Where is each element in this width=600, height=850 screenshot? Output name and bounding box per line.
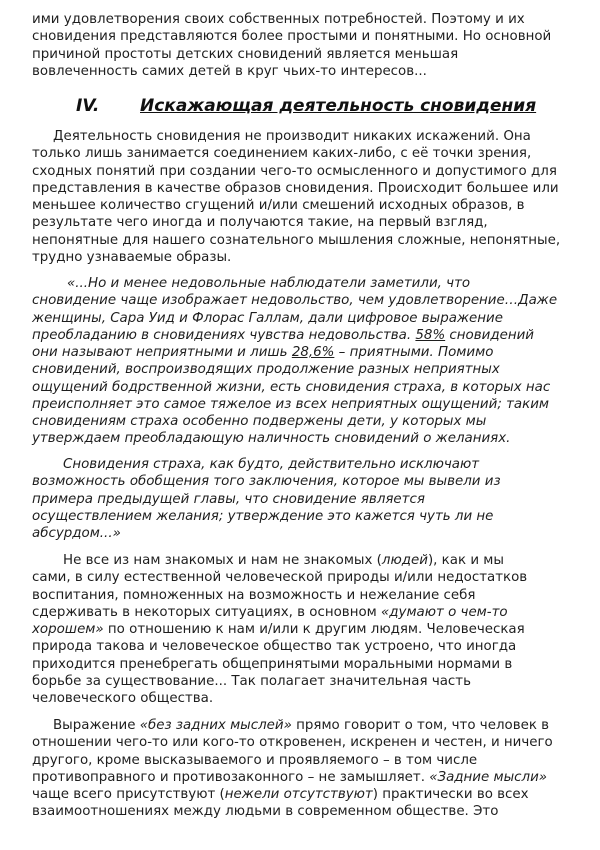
text-line <box>32 327 600 344</box>
italic-text: «...Но и менее недовольные наблюдатели заметили, что <box>67 276 471 291</box>
text-run: борьбе за существование... Так полагает значительная часть <box>32 673 471 689</box>
italic-text: преисполняет это самое тяжелое из всех неприятных ощущений; таким <box>32 396 550 412</box>
italic-text: возможность обобщения того заключения, которое мы вывели из <box>32 474 501 490</box>
paragraph-q2 <box>32 456 600 542</box>
text-line <box>32 473 600 490</box>
text-line <box>32 11 600 28</box>
text-line <box>32 430 600 447</box>
italic-text: «думают о чем-то <box>381 604 508 620</box>
italic-text: женщины, Сара Уид и Флорас Галлам, дали цифровое выражение <box>32 310 503 326</box>
text-run: сдерживать в некоторых ситуациях, в основном <box>32 604 381 620</box>
italic-text: осуществлением желания; утверждение это кажется чуть ли не <box>32 508 494 524</box>
text-line <box>32 361 600 378</box>
text-line <box>32 604 600 621</box>
text-run: воспитания, помноженных на возможность и нежелание себя <box>32 587 476 603</box>
text-line <box>32 145 600 162</box>
text-run: Деятельность сновидения не производит никаких искажений. Она <box>53 129 531 144</box>
paragraph-p2 <box>32 128 600 266</box>
italic-text: они называют неприятными и лишь <box>32 345 292 360</box>
text-run: отношении чего-то или кого-то откровенен, искренен и честен, и ничего <box>32 735 553 751</box>
paragraph-p1 <box>32 11 600 80</box>
text-run: по отношению к нам и/или к другим людям. Человеческая <box>103 622 525 637</box>
italic-text: «Задние мысли» <box>429 769 548 785</box>
text-run: причиной простоты детских сновидений является меньшая <box>32 46 459 62</box>
text-run: результате чего иногда и получаются такие, на первый взгляд, <box>32 215 488 231</box>
italic-text: ощущений бодрственной жизни, есть сновидения страха, в которых нас <box>32 379 551 395</box>
text-line <box>32 569 600 586</box>
text-line <box>32 128 600 145</box>
italic-text: нежели отсутствуют <box>224 787 373 802</box>
text-line <box>32 786 600 803</box>
italic-text: сновидений <box>445 327 534 343</box>
text-line <box>32 803 600 820</box>
text-run: Выражение <box>53 718 140 733</box>
paragraph-p5 <box>32 717 600 821</box>
text-run: Не все из нам знакомых и нам не знакомых ( <box>63 553 382 568</box>
text-run: сходных понятий при создании чего-то осмысленного и допустимого для <box>32 163 557 179</box>
text-line <box>32 508 600 525</box>
text-run: сами, в силу естественной человеческой природы и/или недостатков <box>32 570 528 586</box>
text-line <box>32 656 600 673</box>
italic-text: сновидение чаще изображает недовольство, чем удовлетворение…Даже <box>32 293 558 309</box>
text-run: человеческого общества. <box>32 691 214 706</box>
section-number: IV. <box>76 96 100 116</box>
underlined-figure: 28,6% <box>291 345 335 360</box>
text-run: природа такова и человеческое общество так устроено, что иногда <box>32 639 517 655</box>
text-line <box>32 249 600 266</box>
italic-text: утверждаем преобладающую наличность сновидений о желаниях. <box>32 431 511 447</box>
text-line <box>32 734 600 751</box>
text-run: взаимоотношениях между людьми в современном обществе. Это <box>32 804 499 820</box>
text-line <box>32 292 600 309</box>
text-run: чаще всего присутствуют ( <box>32 787 225 802</box>
text-line <box>32 413 600 430</box>
text-run: приходится пренебрегать общепринятыми моральными нормами в <box>32 656 513 672</box>
text-run: меньшее количество сгущений и/или смешений исходных образов, в <box>32 198 525 213</box>
text-run: ) практически во всех <box>372 787 529 802</box>
paragraph-q1 <box>32 275 600 448</box>
text-line <box>32 491 600 508</box>
italic-text: преобладанию в сновидениях чувства недовольства. <box>32 327 416 343</box>
text-run: прямо говорит о том, что человек в <box>291 718 550 733</box>
text-line <box>32 769 600 786</box>
italic-text: хорошем» <box>32 622 104 637</box>
text-run: вовлеченность самих детей в круг чьих-то интересов... <box>32 63 427 79</box>
text-run: сновидения представляются более простыми и понятными. Но основной <box>32 29 552 45</box>
text-line <box>32 587 600 604</box>
text-line <box>32 638 600 655</box>
text-run: ими удовлетворения своих собственных потребностей. Поэтому и их <box>32 12 525 27</box>
text-run: ), как и мы <box>427 553 504 568</box>
text-run: противоправного и противозаконного – не замышляет. <box>32 769 430 785</box>
text-line <box>32 232 600 249</box>
text-line <box>32 552 600 569</box>
italic-text: «без задних мыслей» <box>139 718 292 733</box>
text-line <box>32 46 600 63</box>
text-line <box>32 621 600 638</box>
text-line <box>32 214 600 231</box>
text-line <box>32 752 600 769</box>
text-line <box>32 673 600 690</box>
underlined-figure: 58% <box>415 327 446 343</box>
text-line <box>32 690 600 707</box>
text-line <box>32 63 600 80</box>
italic-text: людей <box>381 553 428 568</box>
text-run: трудно узнаваемые образы. <box>32 249 232 265</box>
italic-text: абсурдом...» <box>32 526 121 541</box>
text-line <box>32 344 600 361</box>
text-run: другого, кроме высказываемого и проявляемого – в том числе <box>32 752 478 768</box>
italic-text: примера предыдущей главы, что сновидение является <box>32 491 425 507</box>
text-line <box>32 717 600 734</box>
text-line <box>32 525 600 542</box>
text-line <box>32 197 600 214</box>
text-line <box>32 456 600 473</box>
text-run: только лишь занимается соединением каких-либо, с её точки зрения, <box>32 146 532 162</box>
text-line <box>32 28 600 45</box>
text-line <box>32 396 600 413</box>
italic-text: сновидениям страха особенно подвержены дети, у которых мы <box>32 414 487 429</box>
text-line <box>32 180 600 197</box>
text-run: непонятные для нашего сознательного мышления сложные, непонятные, <box>32 232 561 248</box>
text-line <box>32 310 600 327</box>
text-line <box>32 379 600 396</box>
italic-text: Сновидения страха, как будто, действительно исключают <box>63 457 480 472</box>
paragraph-p4 <box>32 552 600 707</box>
text-run: представления в качестве образов сновидения. Происходит большее или <box>32 180 559 196</box>
section-heading <box>0 96 600 120</box>
italic-text: сновидений, воспроизводящих продолжение разных неприятных <box>32 362 500 378</box>
section-title: Искажающая деятельность сновидения <box>140 96 537 116</box>
text-line <box>32 275 600 292</box>
text-line <box>32 163 600 180</box>
italic-text: – приятными. Помимо <box>334 345 494 360</box>
